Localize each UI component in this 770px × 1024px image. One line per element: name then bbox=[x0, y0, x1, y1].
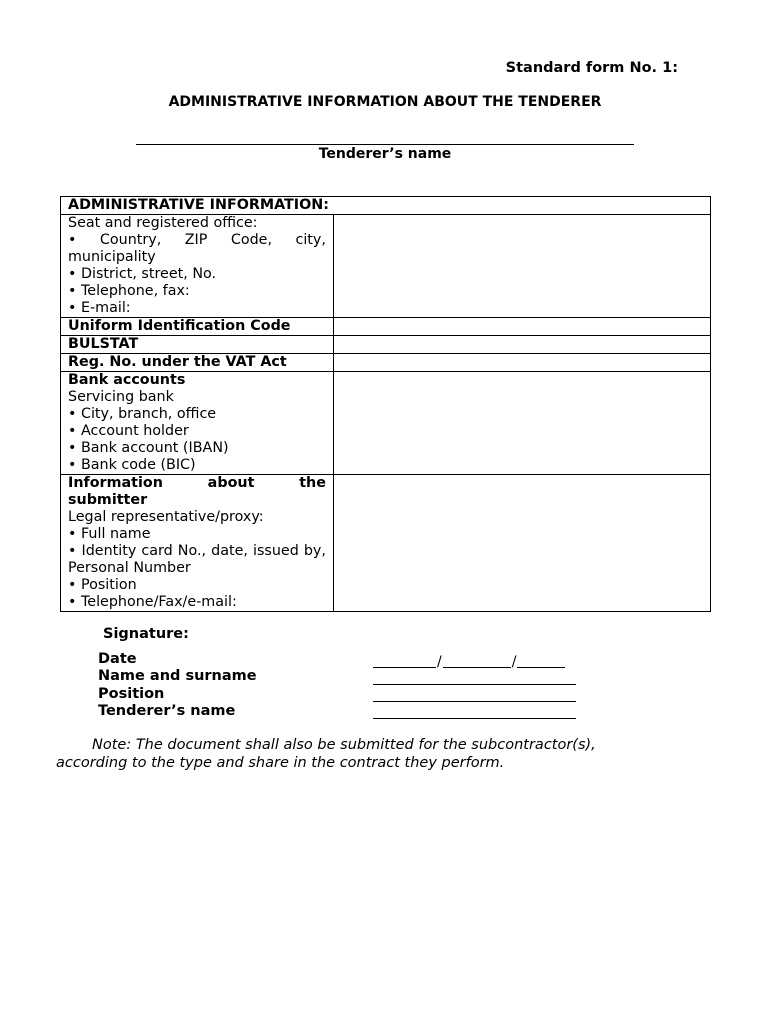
submitter-title-cont: submitter bbox=[68, 492, 148, 508]
table-heading: ADMINISTRATIVE INFORMATION: bbox=[61, 197, 711, 215]
tenderer-name-line[interactable] bbox=[136, 144, 634, 145]
tenderer-name-caption: Tenderer’s name bbox=[318, 146, 452, 162]
bank-subtitle: Servicing bank bbox=[68, 389, 174, 405]
date-day-line[interactable] bbox=[373, 653, 436, 668]
note-line-1: Note: The document shall also be submitted for the subcontractor(s), bbox=[92, 737, 596, 753]
date-separator-1: / bbox=[437, 654, 442, 670]
form-number: Standard form No. 1: bbox=[505, 60, 678, 76]
signature-label-position: Position bbox=[98, 685, 165, 702]
bank-title: Bank accounts bbox=[68, 372, 186, 388]
signature-label-name: Name and surname bbox=[98, 668, 257, 685]
submitter-label-cell bbox=[61, 475, 334, 612]
bank-item-city: • City, branch, office bbox=[68, 406, 217, 422]
signature-labels bbox=[98, 651, 257, 720]
note bbox=[56, 736, 656, 772]
tenderer-name-signature-line[interactable] bbox=[373, 718, 576, 719]
bank-value-cell[interactable] bbox=[333, 372, 710, 475]
submitter-subtitle: Legal representative/proxy: bbox=[68, 509, 264, 525]
seat-label-cell bbox=[61, 215, 334, 318]
signature-heading: Signature: bbox=[103, 626, 189, 642]
date-year-line[interactable] bbox=[517, 653, 565, 668]
note-line-2: according to the type and share in the contract they perform. bbox=[56, 755, 505, 771]
seat-item-telephone: • Telephone, fax: bbox=[68, 283, 190, 299]
signature-label-tenderer: Tenderer’s name bbox=[98, 702, 236, 719]
bulstat-label: BULSTAT bbox=[61, 336, 334, 354]
submitter-item-id: • Identity card No., date, issued by, Personal Number bbox=[68, 543, 326, 576]
bank-item-iban: • Bank account (IBAN) bbox=[68, 440, 229, 456]
vat-label: Reg. No. under the VAT Act bbox=[61, 354, 334, 372]
uic-value-cell[interactable] bbox=[333, 318, 710, 336]
submitter-value-cell[interactable] bbox=[333, 475, 710, 612]
seat-item-email: • E-mail: bbox=[68, 300, 131, 316]
uic-label: Uniform Identification Code bbox=[61, 318, 334, 336]
seat-value-cell[interactable] bbox=[333, 215, 710, 318]
bank-item-holder: • Account holder bbox=[68, 423, 189, 439]
administrative-info-table bbox=[60, 196, 711, 612]
bulstat-value-cell[interactable] bbox=[333, 336, 710, 354]
date-month-line[interactable] bbox=[443, 653, 511, 668]
date-field[interactable] bbox=[373, 652, 565, 668]
seat-item-district: • District, street, No. bbox=[68, 266, 217, 282]
submitter-item-contact: • Telephone/Fax/e-mail: bbox=[68, 594, 237, 610]
bank-label-cell bbox=[61, 372, 334, 475]
seat-item-country: • Country, ZIP Code, city, municipality bbox=[68, 232, 326, 265]
name-surname-line[interactable] bbox=[373, 684, 576, 685]
submitter-item-position: • Position bbox=[68, 577, 137, 593]
vat-value-cell[interactable] bbox=[333, 354, 710, 372]
seat-title: Seat and registered office: bbox=[68, 215, 258, 231]
bank-item-bic: • Bank code (BIC) bbox=[68, 457, 196, 473]
document-title: ADMINISTRATIVE INFORMATION ABOUT THE TENDERER bbox=[168, 94, 602, 110]
date-separator-2: / bbox=[511, 654, 517, 670]
position-line[interactable] bbox=[373, 701, 576, 702]
submitter-item-name: • Full name bbox=[68, 526, 151, 542]
submitter-title: Information about the bbox=[68, 475, 326, 491]
signature-label-date: Date bbox=[98, 651, 137, 667]
